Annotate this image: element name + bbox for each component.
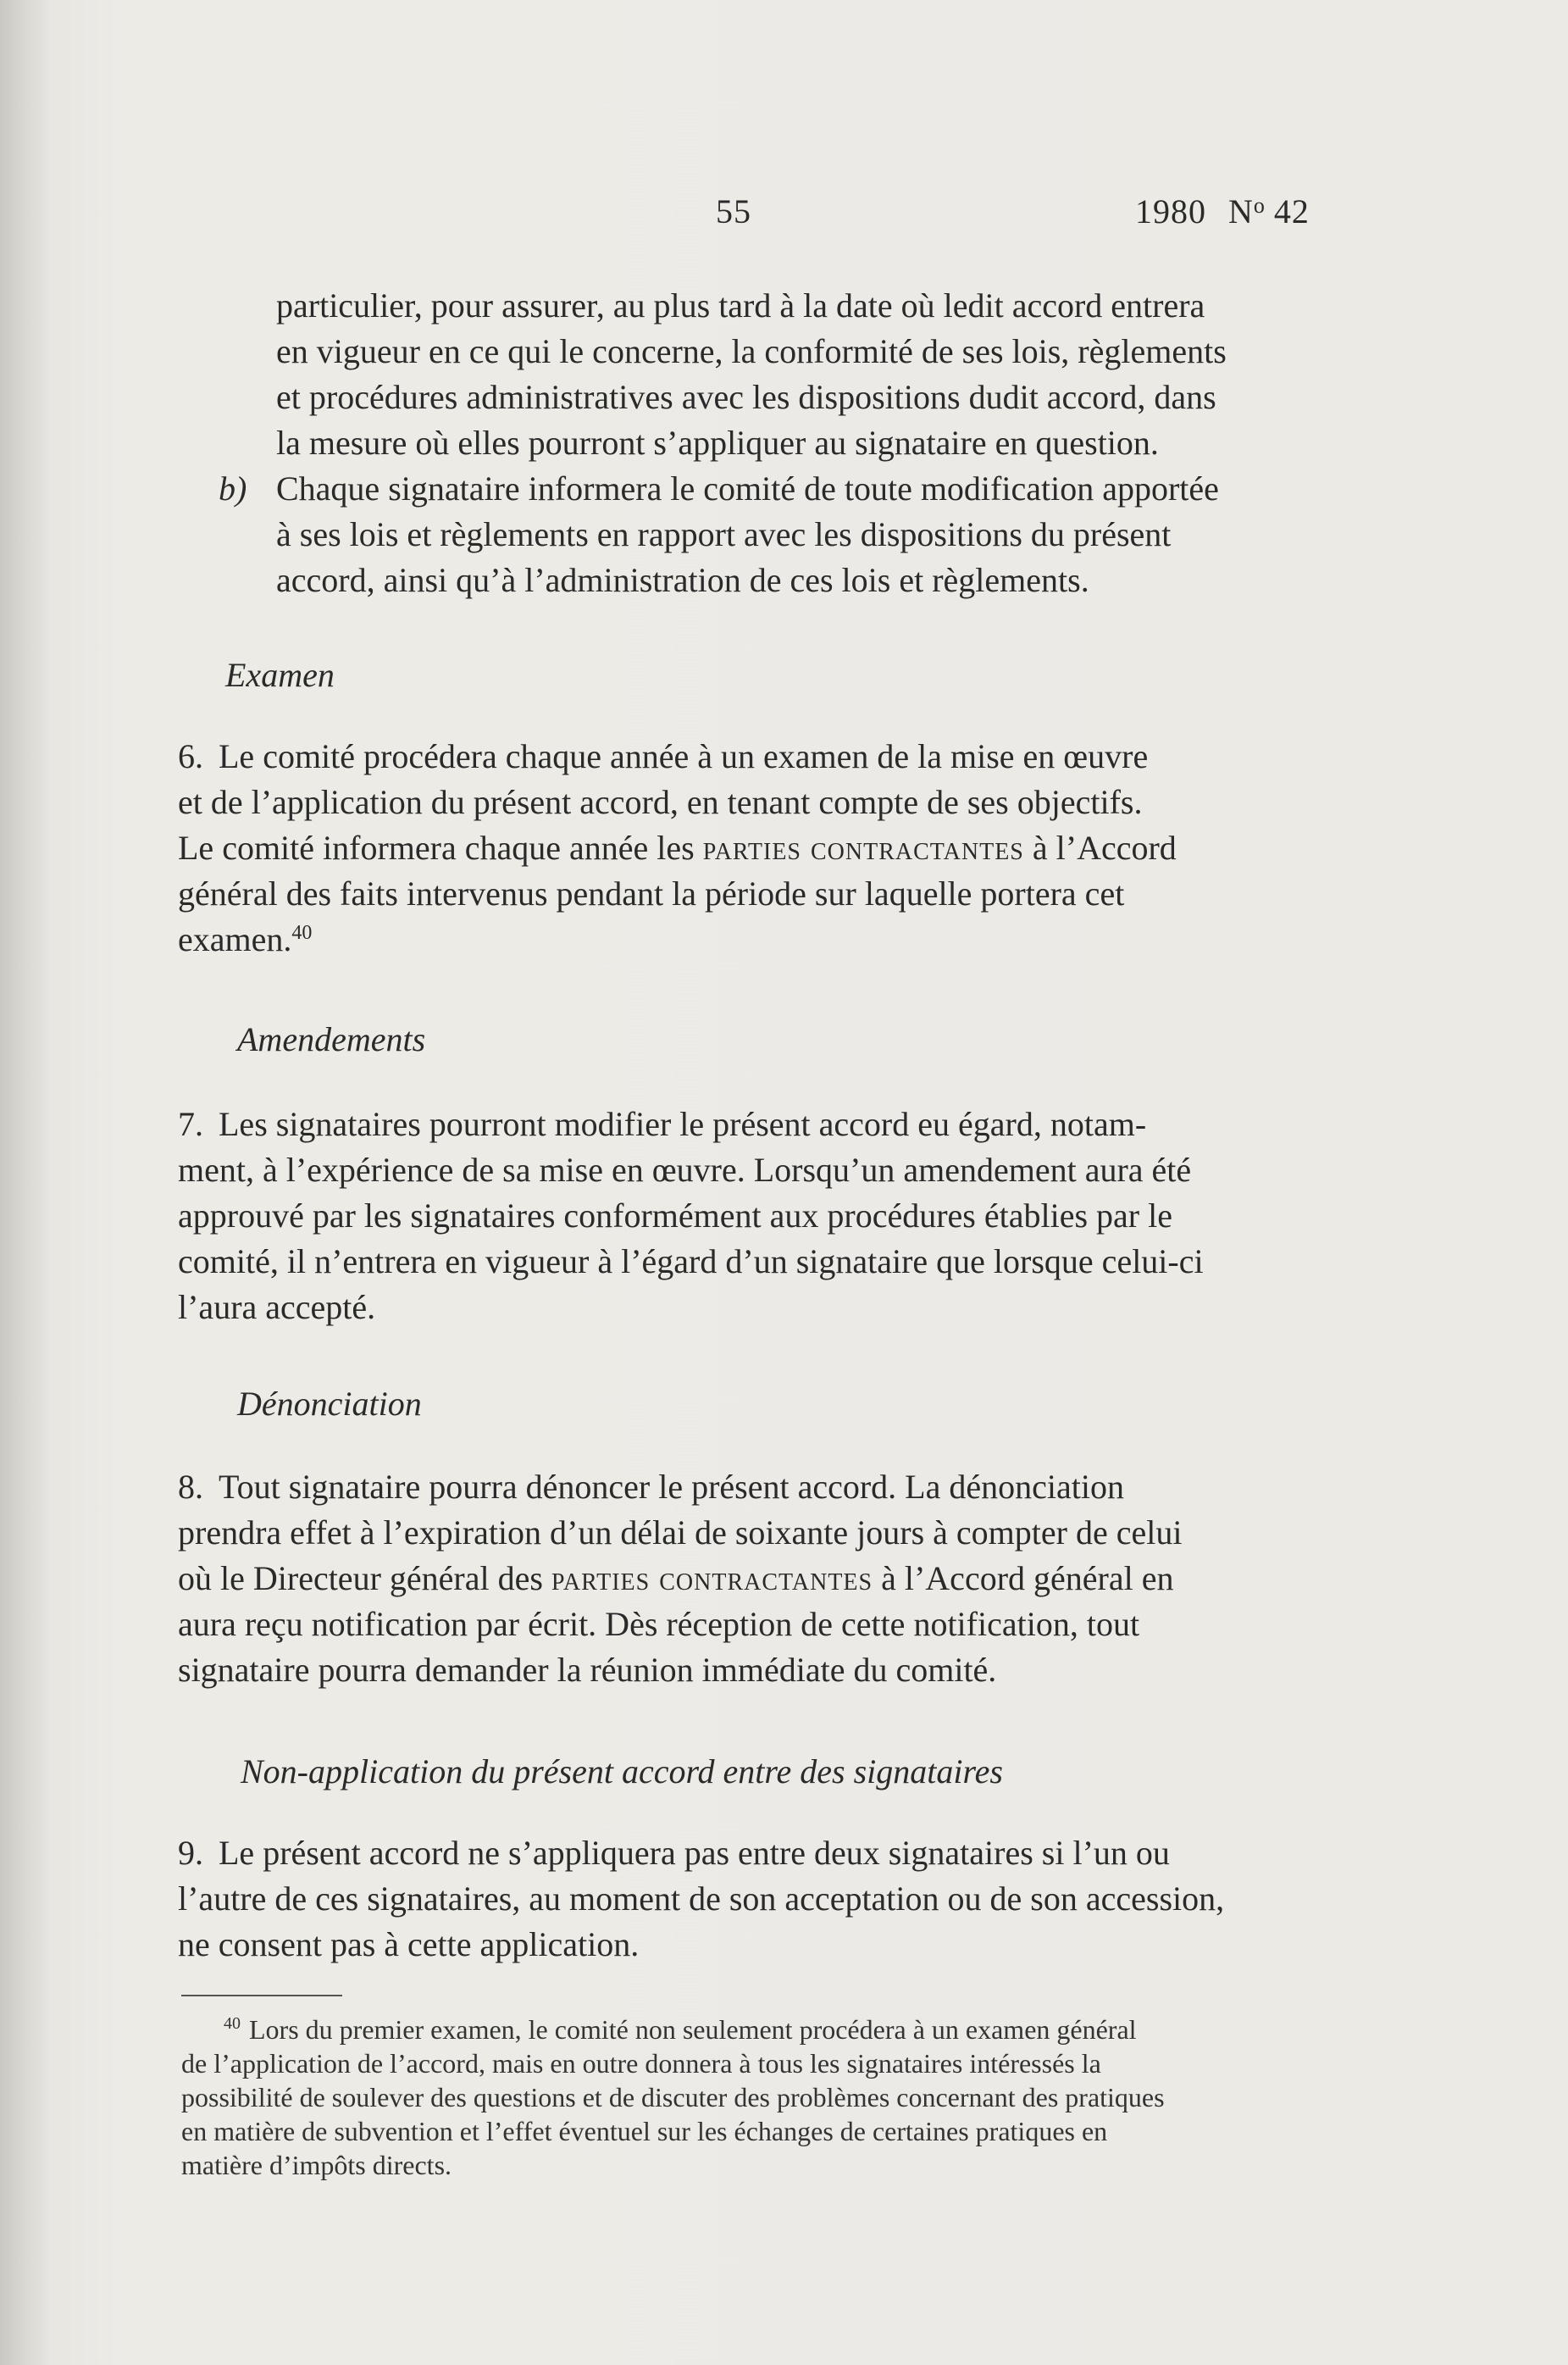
book-spine-shadow (0, 0, 51, 2365)
text-line: aura reçu notification par écrit. Dès réception de cette notification, tout (178, 1605, 1140, 1643)
text-line: et de l’application du présent accord, en tenant compte de ses objectifs. (178, 783, 1143, 821)
continuation-paragraph (173, 283, 1420, 466)
paragraph-number: 9. (178, 1834, 203, 1872)
page-number: 55 (716, 192, 751, 230)
text-line: ment, à l’expérience de sa mise en œuvre. Lorsqu’un amendement aura été (178, 1151, 1192, 1189)
paragraph-number: 8. (178, 1468, 203, 1506)
paragraph-number: 7. (178, 1105, 203, 1143)
small-caps-term: parties contractantes (551, 1559, 873, 1597)
text-line (178, 917, 1323, 963)
text-line: particulier, pour assurer, au plus tard à la date où ledit accord entrera (276, 286, 1205, 325)
text-line: la mesure où elles pourront s’appliquer au signataire en question. (276, 424, 1159, 462)
text-span: à l’Accord général en (873, 1559, 1174, 1597)
text-span: examen. (178, 920, 292, 958)
reference-number-prefix: N (1228, 192, 1254, 230)
item-b-marker: b) (219, 469, 247, 508)
reference-year: 1980 (1135, 192, 1206, 230)
text-line: ne consent pas à cette application. (178, 1925, 640, 1963)
section-heading-non-application: Non-application du présent accord entre des signataires (241, 1752, 1003, 1790)
text-line: accord, ainsi qu’à l’administration de ces lois et règlements. (276, 561, 1089, 599)
text-line: et procédures administratives avec les dispositions dudit accord, dans (276, 378, 1216, 416)
paragraph-8 (178, 1464, 1323, 1693)
text-line (178, 1830, 1323, 1876)
text-span: Les signataires pourront modifier le présent accord eu égard, notam- (219, 1105, 1147, 1143)
text-span: Lors du premier examen, le comité non seulement procédera à un examen général (249, 2014, 1137, 2045)
text-line: prendra effet à l’expiration d’un délai de soixante jours à compter de celui (178, 1513, 1183, 1552)
footnote-divider (181, 1995, 342, 1996)
text-line: l’autre de ces signataires, au moment de son acceptation ou de son accession, (178, 1879, 1225, 1918)
footnote (181, 2007, 1318, 2182)
text-span: Le présent accord ne s’appliquera pas entre deux signataires si l’un ou (219, 1834, 1170, 1872)
text-line: approuvé par les signataires conformément aux procédures établies par le (178, 1196, 1172, 1235)
text-span: à l’Accord (1023, 829, 1177, 867)
footnote-reference[interactable]: 40 (291, 922, 313, 944)
footnote-line: possibilité de soulever des questions et de discuter des problèmes concernant des pratiques (181, 2082, 1165, 2112)
small-caps-term: parties contractantes (702, 829, 1024, 867)
footnote-mark: 40 (224, 2014, 241, 2033)
text-line: signataire pourra demander la réunion immédiate du comité. (178, 1651, 997, 1689)
section-heading-denonciation: Dénonciation (237, 1385, 422, 1423)
document-reference (1135, 192, 1310, 231)
item-b-paragraph (173, 466, 1420, 603)
text-line: en vigueur en ce qui le concerne, la conformité de ses lois, règlements (276, 332, 1227, 370)
footnote-line: en matière de subvention et l’effet éventuel sur les échanges de certaines pratiques en (181, 2116, 1108, 2146)
reference-number-sup: o (1253, 193, 1266, 218)
paragraph-9 (178, 1830, 1323, 1968)
paragraph-number: 6. (178, 737, 203, 775)
text-span: Tout signataire pourra dénoncer le présent accord. La dénonciation (219, 1468, 1124, 1506)
text-line: à ses lois et règlements en rapport avec les dispositions du présent (276, 515, 1172, 553)
section-heading-examen: Examen (225, 656, 335, 694)
reference-number: 42 (1273, 192, 1310, 230)
text-line: Chaque signataire informera le comité de toute modification apportée (276, 469, 1219, 508)
text-line (178, 825, 1323, 871)
text-span: Le comité informera chaque année les (178, 829, 703, 867)
text-span: Le comité procédera chaque année à un examen de la mise en œuvre (219, 737, 1149, 775)
footnote-line: de l’application de l’accord, mais en outre donnera à tous les signataires intéressés la (181, 2048, 1101, 2079)
text-line: général des faits intervenus pendant la période sur laquelle portera cet (178, 874, 1125, 913)
paragraph-7 (178, 1102, 1323, 1330)
section-heading-amendements: Amendements (237, 1020, 426, 1058)
text-line (178, 734, 1323, 780)
text-line: comité, il n’entrera en vigueur à l’égard d’un signataire que lorsque celui-ci (178, 1242, 1204, 1280)
text-line: l’aura accepté. (178, 1288, 376, 1326)
text-line (178, 1102, 1323, 1147)
footnote-line: matière d’impôts directs. (181, 2150, 452, 2180)
paragraph-6 (178, 734, 1323, 963)
footnote-line (181, 2007, 1318, 2046)
text-line (178, 1556, 1323, 1602)
text-line (178, 1464, 1323, 1510)
text-span: où le Directeur général des (178, 1559, 551, 1597)
